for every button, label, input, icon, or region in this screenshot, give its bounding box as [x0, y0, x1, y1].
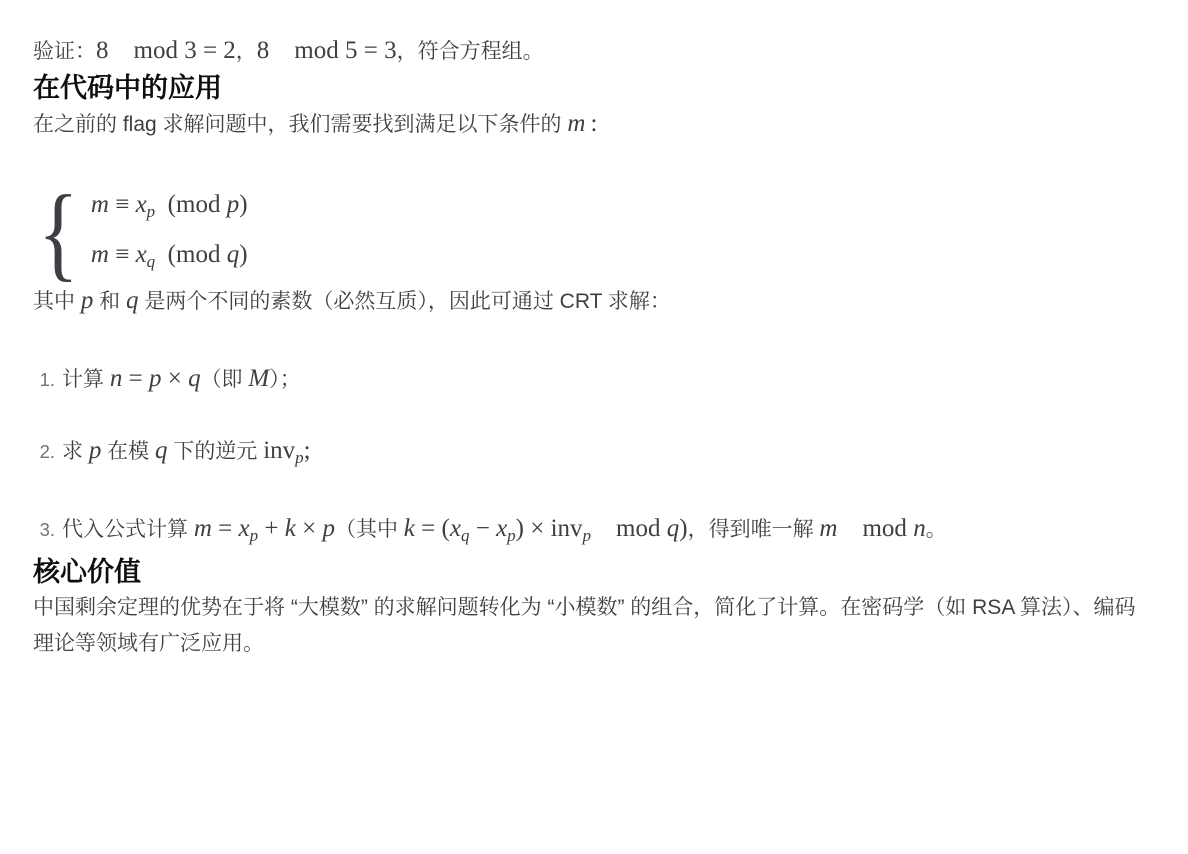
- text-run: ，: [235, 40, 257, 63]
- text-run: mod: [837, 515, 914, 542]
- text-run: n: [913, 515, 926, 542]
- intro-paragraph: [33, 106, 1143, 143]
- text-run: （即: [200, 368, 249, 391]
- text-run: k: [284, 515, 296, 542]
- text-run: p: [226, 191, 240, 218]
- text-run: = (: [414, 515, 450, 542]
- text-run: ，符合方程组。: [396, 40, 544, 63]
- text-run: 是两个不同的素数（必然互质），因此可通过 CRT 求解：: [138, 290, 671, 313]
- text-run: 。: [925, 518, 947, 541]
- text-run: (mod: [155, 241, 227, 268]
- text-run: =: [211, 515, 239, 542]
- text-run: (mod: [155, 191, 227, 218]
- text-run: q: [126, 287, 139, 314]
- text-run: q: [460, 526, 470, 545]
- text-run: ×: [161, 365, 189, 392]
- equation-line-1: [91, 183, 248, 233]
- text-run: 代入公式计算: [62, 518, 194, 541]
- text-run: q: [666, 515, 680, 542]
- text-run: 下的逆元: [167, 440, 264, 463]
- equation-lines: [91, 183, 248, 283]
- text-run: p: [322, 515, 335, 542]
- section-heading-core-value: 核心价值: [33, 557, 141, 587]
- text-run: （其中: [334, 518, 404, 541]
- list-item-text: [62, 361, 301, 398]
- text-run: q: [188, 365, 201, 392]
- text-run: ;: [303, 437, 311, 464]
- core-value-paragraph: [33, 590, 1143, 662]
- text-run: x: [135, 191, 147, 218]
- text-run: 8 mod 5 = 3: [256, 37, 397, 64]
- text-run: m: [90, 241, 109, 268]
- text-run: =: [122, 365, 149, 392]
- text-run: ×: [295, 515, 323, 542]
- text-run: inv: [263, 437, 296, 464]
- text-run: ≡: [108, 191, 136, 218]
- text-run: ): [239, 191, 248, 218]
- text-run: p: [249, 526, 259, 545]
- list-item: [38, 361, 1143, 398]
- text-run: p: [80, 287, 94, 314]
- text-run: M: [248, 365, 270, 392]
- list-item-number: 3.: [39, 519, 55, 540]
- text-run: ): [239, 241, 248, 268]
- left-curly-brace: {: [38, 174, 79, 291]
- text-run: 验证：: [33, 40, 96, 63]
- text-run: ≡: [108, 241, 136, 268]
- text-run: ) × inv: [515, 515, 583, 542]
- list-item: [38, 511, 1143, 554]
- crt-paragraph: [33, 283, 1143, 320]
- text-run: k: [403, 515, 415, 542]
- list-item-text: [62, 511, 947, 554]
- text-run: q: [226, 241, 240, 268]
- text-run: p: [507, 526, 516, 545]
- steps-list: [33, 361, 1143, 554]
- text-run: 和: [93, 290, 127, 313]
- text-run: n: [109, 365, 123, 392]
- text-run: x: [238, 515, 250, 542]
- list-item-number: 1.: [39, 369, 55, 390]
- text-run: p: [88, 437, 102, 464]
- text-run: m: [567, 110, 586, 137]
- text-run: 求: [62, 440, 89, 463]
- text-run: ）；: [269, 368, 301, 391]
- text-run: p: [582, 526, 592, 545]
- text-run: p: [148, 365, 162, 392]
- text-run: ，得到唯一解: [687, 518, 820, 541]
- text-run: 计算: [62, 368, 110, 391]
- verification-paragraph: [33, 33, 1143, 70]
- text-run: p: [295, 448, 304, 467]
- list-item-number: 2.: [39, 441, 55, 462]
- text-run: q: [146, 252, 156, 271]
- section-heading-code-application: 在代码中的应用: [33, 73, 222, 103]
- equation-line-2: [91, 233, 248, 283]
- text-run: 其中: [33, 290, 81, 313]
- text-run: ): [679, 515, 688, 542]
- text-run: 中国剩余定理的优势在于将 “大模数” 的求解问题转化为 “小模数” 的组合，简化了计算。在密码学（如 RSA 算法）、编码理论等领域有广泛应用。: [33, 596, 1136, 655]
- text-run: 在模: [101, 440, 156, 463]
- text-run: −: [469, 515, 497, 542]
- text-run: :: [585, 110, 598, 137]
- text-run: x: [449, 515, 461, 542]
- text-run: p: [146, 202, 156, 221]
- list-item: [38, 433, 1143, 476]
- text-run: mod: [591, 515, 667, 542]
- text-run: m: [819, 515, 838, 542]
- text-run: m: [90, 191, 109, 218]
- text-run: 在之前的 flag 求解问题中，我们需要找到满足以下条件的: [33, 113, 568, 136]
- text-run: 8 mod 3 = 2: [96, 37, 236, 64]
- text-run: x: [135, 241, 147, 268]
- text-run: m: [193, 515, 212, 542]
- text-run: +: [258, 515, 285, 542]
- text-run: x: [496, 515, 508, 542]
- list-item-text: [62, 433, 311, 476]
- equation-system-block: [38, 174, 1143, 291]
- text-run: q: [155, 437, 168, 464]
